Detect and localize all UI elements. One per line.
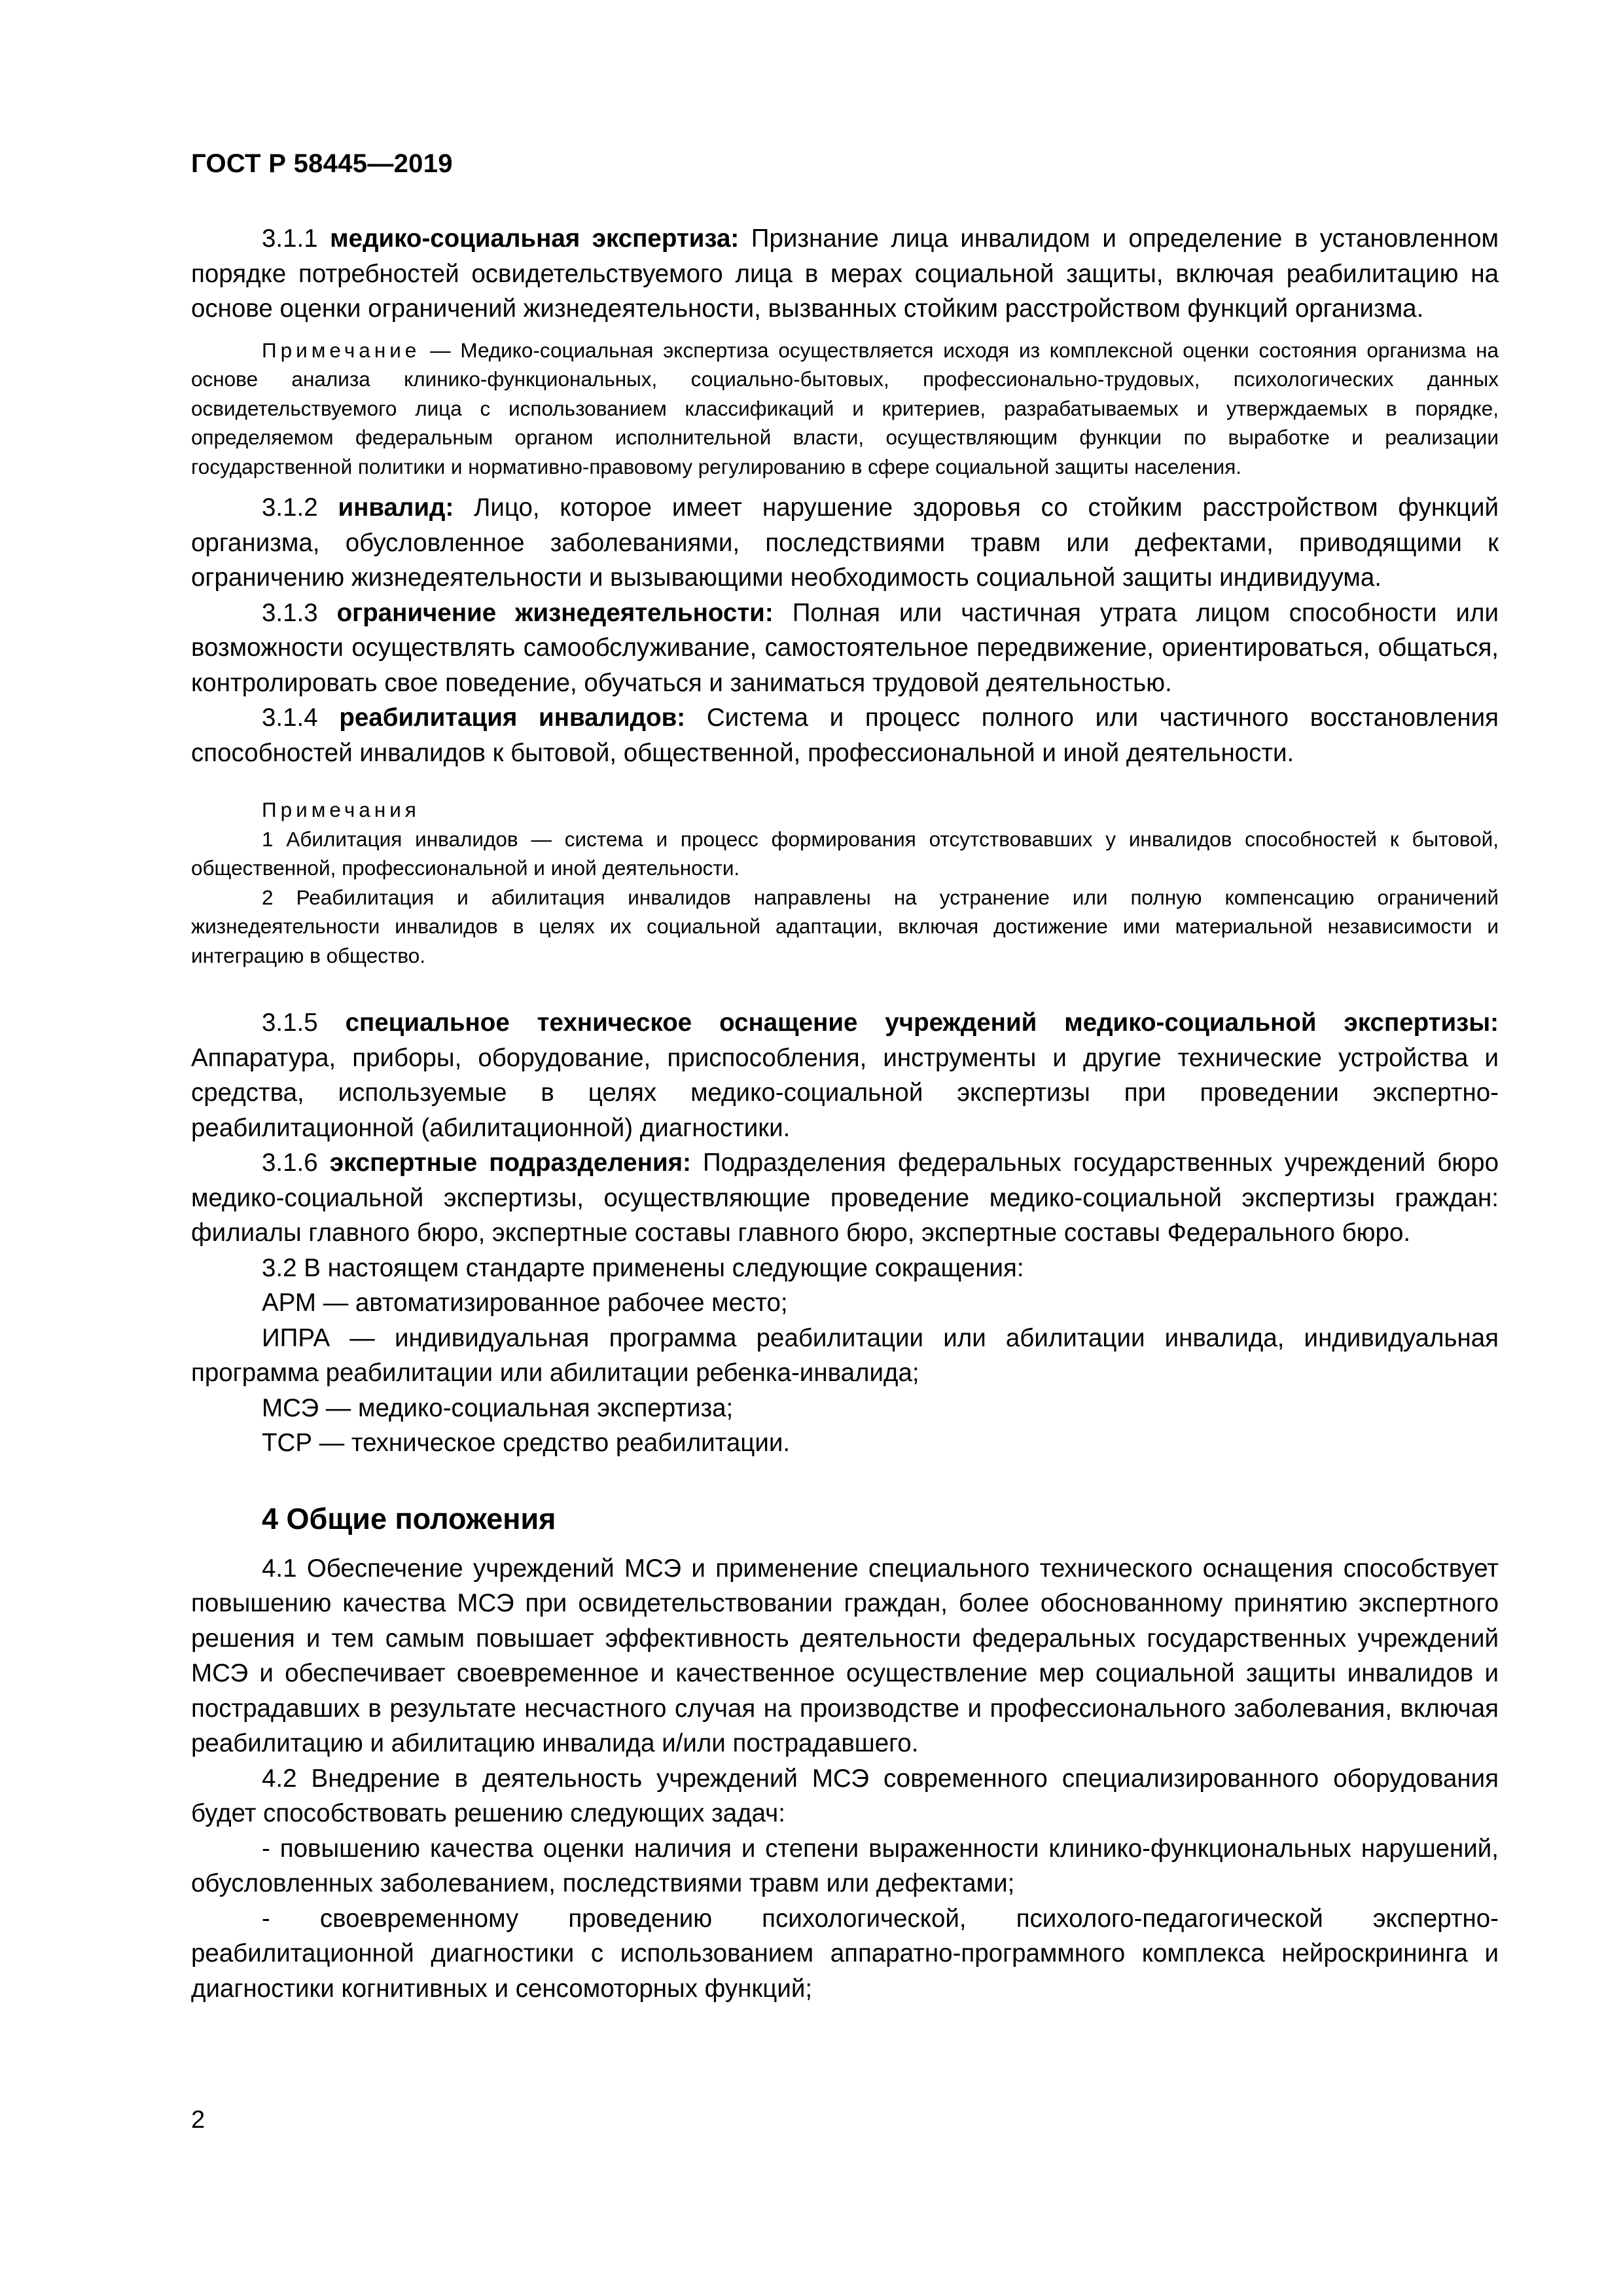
term-number: 3.1.6 <box>262 1149 318 1177</box>
term-definition: Подразделения федеральных государственных учреждений бюро медико-социальной экспертизы, осуществляющие проведение медико-социальной экспертизы граждан: филиалы главного бюро, экспертные составы главного бюро, экспертные составы Федерального бюро. <box>191 1149 1499 1247</box>
term-3-1-3 <box>191 596 1499 701</box>
term-number: 3.1.5 <box>262 1009 318 1037</box>
term-definition: Лицо, которое имеет нарушение здоровья со стойким расстройством функций организма, обусловленное заболеваниями, последствиями травм или дефектами, приводящими к ограничению жизнедеятельности и вызывающими необходимость социальной защиты индивидуума. <box>191 493 1499 592</box>
list-item: - повышению качества оценки наличия и степени выраженности клинико-функциональных нарушений, обусловленных заболеванием, последствиями травм или дефектами; <box>191 1834 1499 1897</box>
term-definition: Аппаратура, приборы, оборудование, приспособления, инструменты и другие технические устройства и средства, используемые в целях медико-социальной экспертизы при проведении экспертно-реабилитационной (абилитационной) диагностики. <box>191 1043 1499 1142</box>
term-title: специальное техническое оснащение учреждений медико-социальной экспертизы: <box>345 1009 1499 1037</box>
section-heading-4: 4 Общие положения <box>262 1501 556 1535</box>
section-3-2: 3.2 В настоящем стандарте применены следующие сокращения: <box>262 1253 1024 1282</box>
abbreviation-item: ИПРА — индивидуальная программа реабилитации или абилитации инвалида, индивидуальная программа реабилитации или абилитации ребенка-инвалида; <box>191 1323 1499 1387</box>
document-header-code: ГОСТ Р 58445—2019 <box>191 149 453 178</box>
term-definition: Система и процесс полного или частичного восстановления способностей инвалидов к бытовой, общественной, профессиональной и иной деятельности. <box>191 704 1499 767</box>
term-3-1-1 <box>191 221 1499 327</box>
term-3-1-6 <box>191 1145 1499 1251</box>
note-item-2: 2 Реабилитация и абилитация инвалидов направлены на устранение или полную компенсацию ограничений жизнедеятельности инвалидов в целях их социальной адаптации, включая достижение ими материальной независимости и интеграцию в общество. <box>191 885 1499 967</box>
term-title: инвалид: <box>338 493 454 522</box>
list-item: - своевременному проведению психологической, психолого-педагогической экспертно-реабилитационной диагностики с использованием аппаратно-программного комплекса нейроскрининга и диагностики когнитивных и сенсомоторных функций; <box>191 1904 1499 2003</box>
abbreviation-item: ТСР — техническое средство реабилитации. <box>262 1429 791 1457</box>
abbreviation-item: АРМ — автоматизированное рабочее место; <box>262 1289 788 1317</box>
document-body <box>191 221 1499 2006</box>
term-3-1-4 <box>191 700 1499 770</box>
note-item-1: 1 Абилитация инвалидов — система и процесс формирования отсутствовавших у инвалидов способностей к бытовой, общественной, профессиональной и иной деятельности. <box>191 827 1499 880</box>
term-number: 3.1.4 <box>262 704 318 732</box>
term-definition: Признание лица инвалидом и определение в установленном порядке потребностей освидетельствуемого лица в мерах социальной защиты, включая реабилитацию на основе оценки ограничений жизнедеятельности, вызванных стойким расстройством функций организма. <box>191 224 1499 323</box>
page-number: 2 <box>191 2106 205 2134</box>
term-number: 3.1.3 <box>262 598 318 627</box>
term-3-1-2 <box>191 490 1499 596</box>
note-3-1-1 <box>191 336 1499 482</box>
term-title: реабилитация инвалидов: <box>339 704 686 732</box>
abbreviation-item: МСЭ — медико-социальная экспертиза; <box>262 1393 734 1422</box>
note-text: — Медико-социальная экспертиза осуществляется исходя из комплексной оценки состояния организма на основе анализа клинико-функциональных, социально-бытовых, профессионально-трудовых, психологических данных освидетельствуемого лица с использованием классификаций и критериев, разрабатываемых и утверждаемых в порядке, определяемом федеральным органом исполнительной власти, осуществляющим функции по выработке и реализации государственной политики и нормативно-правовому регулированию в сфере социальной защиты населения. <box>191 338 1499 478</box>
term-title: экспертные подразделения: <box>329 1149 691 1177</box>
paragraph-4-2: 4.2 Внедрение в деятельность учреждений МСЭ современного специализированного оборудования будет способствовать решению следующих задач: <box>191 1764 1499 1827</box>
term-3-1-5 <box>191 1005 1499 1145</box>
term-title: медико-социальная экспертиза: <box>330 224 740 253</box>
note-label: Примечание <box>262 338 421 362</box>
term-title: ограничение жизнедеятельности: <box>336 598 774 627</box>
notes-3-1-4-label: Примечания <box>262 798 420 821</box>
term-number: 3.1.1 <box>262 224 318 253</box>
term-definition: Полная или частичная утрата лицом способности или возможности осуществлять самообслуживание, самостоятельное передвижение, ориентироваться, общаться, контролировать свое поведение, обучаться и заниматься трудовой деятельностью. <box>191 598 1499 697</box>
paragraph-4-1: 4.1 Обеспечение учреждений МСЭ и применение специального технического оснащения способствует повышению качества МСЭ при освидетельствовании граждан, более обоснованному принятию экспертного решения и тем самым повышает эффективность деятельности федеральных государственных учреждений МСЭ и обеспечивает своевременное и качественное осуществление мер социальной защиты инвалидов и пострадавших в результате несчастного случая на производстве и профессионального заболевания, включая реабилитацию и абилитацию инвалида и/или пострадавшего. <box>191 1554 1499 1757</box>
term-number: 3.1.2 <box>262 493 318 522</box>
